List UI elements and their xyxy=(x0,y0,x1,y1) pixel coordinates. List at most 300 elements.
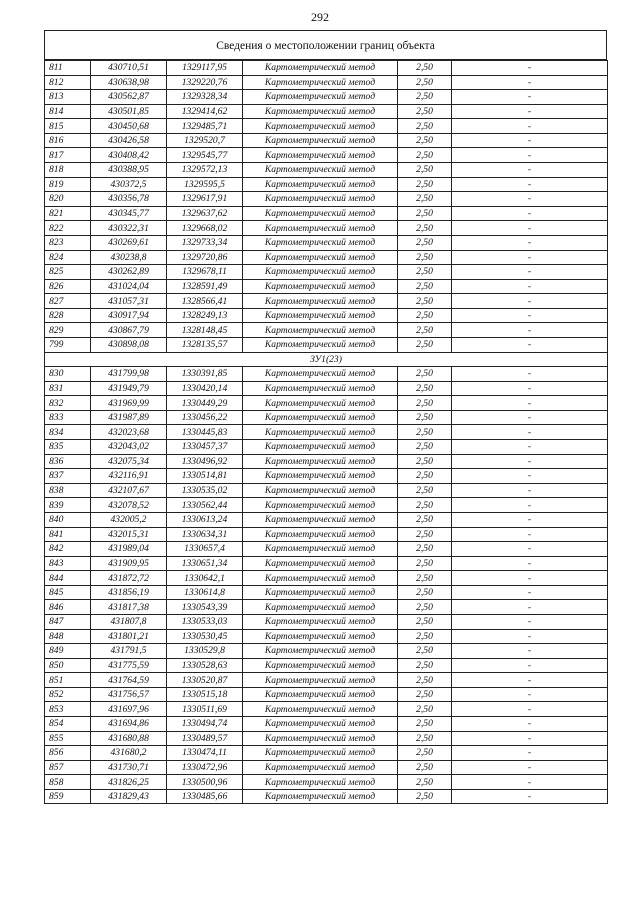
point-number: 838 xyxy=(45,483,91,498)
point-number: 830 xyxy=(45,367,91,382)
coordinate-x: 431057,31 xyxy=(91,294,167,309)
accuracy-cell: 2,50 xyxy=(398,702,452,717)
extra-cell: - xyxy=(452,337,608,352)
point-number: 837 xyxy=(45,469,91,484)
coordinate-x: 432075,34 xyxy=(91,454,167,469)
extra-cell: - xyxy=(452,192,608,207)
table-row xyxy=(45,337,608,352)
table-row xyxy=(45,396,608,411)
coordinate-x: 431872,72 xyxy=(91,571,167,586)
method-cell: Картометрический метод xyxy=(243,775,398,790)
point-number: 799 xyxy=(45,337,91,352)
extra-cell: - xyxy=(452,571,608,586)
coordinate-y: 1329637,62 xyxy=(167,206,243,221)
point-number: 833 xyxy=(45,410,91,425)
coordinate-y: 1329720,86 xyxy=(167,250,243,265)
table-row xyxy=(45,585,608,600)
coordinates-table xyxy=(44,60,608,804)
point-number: 821 xyxy=(45,206,91,221)
table-row xyxy=(45,454,608,469)
extra-cell: - xyxy=(452,760,608,775)
accuracy-cell: 2,50 xyxy=(398,644,452,659)
accuracy-cell: 2,50 xyxy=(398,614,452,629)
coordinate-y: 1329668,02 xyxy=(167,221,243,236)
method-cell: Картометрический метод xyxy=(243,163,398,178)
method-cell: Картометрический метод xyxy=(243,760,398,775)
point-number: 834 xyxy=(45,425,91,440)
method-cell: Картометрический метод xyxy=(243,177,398,192)
method-cell: Картометрический метод xyxy=(243,235,398,250)
accuracy-cell: 2,50 xyxy=(398,192,452,207)
extra-cell: - xyxy=(452,600,608,615)
point-number: 849 xyxy=(45,644,91,659)
extra-cell: - xyxy=(452,279,608,294)
extra-cell: - xyxy=(452,556,608,571)
extra-cell: - xyxy=(452,717,608,732)
method-cell: Картометрический метод xyxy=(243,337,398,352)
accuracy-cell: 2,50 xyxy=(398,410,452,425)
point-number: 817 xyxy=(45,148,91,163)
point-number: 815 xyxy=(45,119,91,134)
method-cell: Картометрический метод xyxy=(243,206,398,221)
table-row xyxy=(45,410,608,425)
coordinate-y: 1329220,76 xyxy=(167,75,243,90)
method-cell: Картометрический метод xyxy=(243,440,398,455)
extra-cell: - xyxy=(452,746,608,761)
point-number: 856 xyxy=(45,746,91,761)
table-row xyxy=(45,104,608,119)
coordinate-x: 431730,71 xyxy=(91,760,167,775)
coordinate-y: 1330562,44 xyxy=(167,498,243,513)
extra-cell: - xyxy=(452,177,608,192)
coordinate-x: 430867,79 xyxy=(91,323,167,338)
extra-cell: - xyxy=(452,148,608,163)
coordinate-y: 1330496,92 xyxy=(167,454,243,469)
extra-cell: - xyxy=(452,498,608,513)
method-cell: Картометрический метод xyxy=(243,469,398,484)
coordinate-x: 431807,8 xyxy=(91,614,167,629)
coordinate-y: 1330489,57 xyxy=(167,731,243,746)
point-number: 839 xyxy=(45,498,91,513)
table-row xyxy=(45,177,608,192)
point-number: 820 xyxy=(45,192,91,207)
accuracy-cell: 2,50 xyxy=(398,527,452,542)
coordinate-y: 1329414,62 xyxy=(167,104,243,119)
point-number: 851 xyxy=(45,673,91,688)
coordinate-y: 1330614,8 xyxy=(167,585,243,600)
extra-cell: - xyxy=(452,454,608,469)
coordinate-y: 1330533,03 xyxy=(167,614,243,629)
extra-cell: - xyxy=(452,90,608,105)
coordinate-x: 431024,04 xyxy=(91,279,167,294)
coordinate-x: 432078,52 xyxy=(91,498,167,513)
coordinate-x: 430345,77 xyxy=(91,206,167,221)
coordinate-y: 1329572,13 xyxy=(167,163,243,178)
table-row xyxy=(45,265,608,280)
coordinate-y: 1330456,22 xyxy=(167,410,243,425)
coordinates-sheet xyxy=(44,30,607,804)
table-row xyxy=(45,644,608,659)
table-row xyxy=(45,119,608,134)
extra-cell: - xyxy=(452,658,608,673)
coordinate-y: 1328249,13 xyxy=(167,308,243,323)
method-cell: Картометрический метод xyxy=(243,323,398,338)
method-cell: Картометрический метод xyxy=(243,483,398,498)
coordinate-y: 1330511,69 xyxy=(167,702,243,717)
coordinate-y: 1330515,18 xyxy=(167,687,243,702)
point-number: 811 xyxy=(45,61,91,76)
coordinate-y: 1330514,81 xyxy=(167,469,243,484)
page-number: 292 xyxy=(311,10,329,24)
point-number: 850 xyxy=(45,658,91,673)
coordinate-y: 1330535,02 xyxy=(167,483,243,498)
method-cell: Картометрический метод xyxy=(243,498,398,513)
extra-cell: - xyxy=(452,644,608,659)
accuracy-cell: 2,50 xyxy=(398,717,452,732)
point-number: 832 xyxy=(45,396,91,411)
table-row xyxy=(45,542,608,557)
extra-cell: - xyxy=(452,163,608,178)
point-number: 852 xyxy=(45,687,91,702)
method-cell: Картометрический метод xyxy=(243,585,398,600)
method-cell: Картометрический метод xyxy=(243,717,398,732)
coordinate-x: 432023,68 xyxy=(91,425,167,440)
coordinate-y: 1330520,87 xyxy=(167,673,243,688)
extra-cell: - xyxy=(452,469,608,484)
accuracy-cell: 2,50 xyxy=(398,90,452,105)
extra-cell: - xyxy=(452,104,608,119)
accuracy-cell: 2,50 xyxy=(398,235,452,250)
table-row xyxy=(45,498,608,513)
extra-cell: - xyxy=(452,221,608,236)
table-row xyxy=(45,367,608,382)
table-row xyxy=(45,381,608,396)
point-number: 842 xyxy=(45,542,91,557)
coordinate-y: 1329733,34 xyxy=(167,235,243,250)
table-row xyxy=(45,702,608,717)
coordinate-x: 432015,31 xyxy=(91,527,167,542)
point-number: 848 xyxy=(45,629,91,644)
table-row xyxy=(45,717,608,732)
accuracy-cell: 2,50 xyxy=(398,658,452,673)
method-cell: Картометрический метод xyxy=(243,396,398,411)
table-row xyxy=(45,512,608,527)
accuracy-cell: 2,50 xyxy=(398,104,452,119)
coordinate-x: 432005,2 xyxy=(91,512,167,527)
point-number: 822 xyxy=(45,221,91,236)
table-body-part-2 xyxy=(45,367,608,804)
method-cell: Картометрический метод xyxy=(243,571,398,586)
accuracy-cell: 2,50 xyxy=(398,469,452,484)
table-row xyxy=(45,483,608,498)
point-number: 835 xyxy=(45,440,91,455)
coordinate-y: 1329545,77 xyxy=(167,148,243,163)
coordinate-x: 431680,2 xyxy=(91,746,167,761)
coordinate-x: 430426,58 xyxy=(91,133,167,148)
table-row xyxy=(45,469,608,484)
method-cell: Картометрический метод xyxy=(243,614,398,629)
method-cell: Картометрический метод xyxy=(243,512,398,527)
method-cell: Картометрический метод xyxy=(243,61,398,76)
extra-cell: - xyxy=(452,133,608,148)
coordinate-y: 1330657,4 xyxy=(167,542,243,557)
method-cell: Картометрический метод xyxy=(243,90,398,105)
extra-cell: - xyxy=(452,381,608,396)
method-cell: Картометрический метод xyxy=(243,133,398,148)
coordinate-y: 1330485,66 xyxy=(167,789,243,804)
point-number: 829 xyxy=(45,323,91,338)
coordinate-y: 1330651,34 xyxy=(167,556,243,571)
coordinate-y: 1330445,83 xyxy=(167,425,243,440)
coordinate-x: 431969,99 xyxy=(91,396,167,411)
method-cell: Картометрический метод xyxy=(243,687,398,702)
table-row xyxy=(45,614,608,629)
coordinate-y: 1330457,37 xyxy=(167,440,243,455)
section-row xyxy=(45,352,608,367)
coordinate-y: 1330530,45 xyxy=(167,629,243,644)
table-row xyxy=(45,279,608,294)
point-number: 841 xyxy=(45,527,91,542)
coordinate-x: 432116,91 xyxy=(91,469,167,484)
method-cell: Картометрический метод xyxy=(243,308,398,323)
point-number: 825 xyxy=(45,265,91,280)
coordinate-x: 431697,96 xyxy=(91,702,167,717)
coordinate-x: 431909,95 xyxy=(91,556,167,571)
method-cell: Картометрический метод xyxy=(243,542,398,557)
extra-cell: - xyxy=(452,323,608,338)
method-cell: Картометрический метод xyxy=(243,119,398,134)
coordinate-y: 1330391,85 xyxy=(167,367,243,382)
table-row xyxy=(45,775,608,790)
method-cell: Картометрический метод xyxy=(243,789,398,804)
method-cell: Картометрический метод xyxy=(243,367,398,382)
method-cell: Картометрический метод xyxy=(243,731,398,746)
coordinate-x: 430322,31 xyxy=(91,221,167,236)
accuracy-cell: 2,50 xyxy=(398,323,452,338)
method-cell: Картометрический метод xyxy=(243,104,398,119)
coordinate-x: 430356,78 xyxy=(91,192,167,207)
coordinate-y: 1330472,96 xyxy=(167,760,243,775)
method-cell: Картометрический метод xyxy=(243,294,398,309)
accuracy-cell: 2,50 xyxy=(398,367,452,382)
coordinate-x: 431987,89 xyxy=(91,410,167,425)
extra-cell: - xyxy=(452,250,608,265)
accuracy-cell: 2,50 xyxy=(398,119,452,134)
table-row xyxy=(45,571,608,586)
point-number: 853 xyxy=(45,702,91,717)
extra-cell: - xyxy=(452,731,608,746)
extra-cell: - xyxy=(452,614,608,629)
coordinate-x: 432043,02 xyxy=(91,440,167,455)
accuracy-cell: 2,50 xyxy=(398,731,452,746)
accuracy-cell: 2,50 xyxy=(398,221,452,236)
extra-cell: - xyxy=(452,206,608,221)
point-number: 814 xyxy=(45,104,91,119)
accuracy-cell: 2,50 xyxy=(398,250,452,265)
coordinate-x: 431764,59 xyxy=(91,673,167,688)
extra-cell: - xyxy=(452,367,608,382)
extra-cell: - xyxy=(452,410,608,425)
coordinate-x: 431791,5 xyxy=(91,644,167,659)
coordinate-y: 1330529,8 xyxy=(167,644,243,659)
method-cell: Картометрический метод xyxy=(243,381,398,396)
table-row xyxy=(45,308,608,323)
method-cell: Картометрический метод xyxy=(243,250,398,265)
table-row xyxy=(45,90,608,105)
extra-cell: - xyxy=(452,629,608,644)
coordinate-x: 431989,04 xyxy=(91,542,167,557)
extra-cell: - xyxy=(452,483,608,498)
accuracy-cell: 2,50 xyxy=(398,381,452,396)
coordinate-x: 430372,5 xyxy=(91,177,167,192)
method-cell: Картометрический метод xyxy=(243,148,398,163)
coordinate-y: 1330449,29 xyxy=(167,396,243,411)
table-row xyxy=(45,527,608,542)
extra-cell: - xyxy=(452,396,608,411)
method-cell: Картометрический метод xyxy=(243,75,398,90)
coordinate-x: 430917,94 xyxy=(91,308,167,323)
accuracy-cell: 2,50 xyxy=(398,571,452,586)
accuracy-cell: 2,50 xyxy=(398,440,452,455)
coordinate-x: 432107,67 xyxy=(91,483,167,498)
accuracy-cell: 2,50 xyxy=(398,556,452,571)
extra-cell: - xyxy=(452,585,608,600)
point-number: 858 xyxy=(45,775,91,790)
table-row xyxy=(45,221,608,236)
table-row xyxy=(45,133,608,148)
table-row xyxy=(45,440,608,455)
coordinate-y: 1330642,1 xyxy=(167,571,243,586)
point-number: 818 xyxy=(45,163,91,178)
table-row xyxy=(45,789,608,804)
extra-cell: - xyxy=(452,61,608,76)
method-cell: Картометрический метод xyxy=(243,746,398,761)
extra-cell: - xyxy=(452,702,608,717)
table-row xyxy=(45,673,608,688)
point-number: 819 xyxy=(45,177,91,192)
coordinate-y: 1329485,71 xyxy=(167,119,243,134)
accuracy-cell: 2,50 xyxy=(398,483,452,498)
coordinate-x: 430501,85 xyxy=(91,104,167,119)
coordinate-x: 430898,08 xyxy=(91,337,167,352)
table-body-part-1 xyxy=(45,61,608,353)
coordinate-x: 431949,79 xyxy=(91,381,167,396)
coordinate-x: 431826,25 xyxy=(91,775,167,790)
point-number: 843 xyxy=(45,556,91,571)
coordinate-x: 430262,89 xyxy=(91,265,167,280)
coordinate-x: 431801,21 xyxy=(91,629,167,644)
method-cell: Картометрический метод xyxy=(243,644,398,659)
coordinate-x: 430408,42 xyxy=(91,148,167,163)
accuracy-cell: 2,50 xyxy=(398,746,452,761)
accuracy-cell: 2,50 xyxy=(398,279,452,294)
accuracy-cell: 2,50 xyxy=(398,585,452,600)
table-row xyxy=(45,206,608,221)
extra-cell: - xyxy=(452,512,608,527)
table-row xyxy=(45,556,608,571)
section-label: ЗУ1(23) xyxy=(45,352,608,367)
coordinate-x: 430638,98 xyxy=(91,75,167,90)
coordinate-y: 1328135,57 xyxy=(167,337,243,352)
coordinate-x: 430710,51 xyxy=(91,61,167,76)
accuracy-cell: 2,50 xyxy=(398,337,452,352)
table-row xyxy=(45,250,608,265)
method-cell: Картометрический метод xyxy=(243,673,398,688)
point-number: 855 xyxy=(45,731,91,746)
coordinate-y: 1328566,41 xyxy=(167,294,243,309)
table-row xyxy=(45,192,608,207)
point-number: 844 xyxy=(45,571,91,586)
accuracy-cell: 2,50 xyxy=(398,542,452,557)
coordinate-y: 1329678,11 xyxy=(167,265,243,280)
coordinate-x: 431829,43 xyxy=(91,789,167,804)
accuracy-cell: 2,50 xyxy=(398,600,452,615)
coordinate-y: 1329328,34 xyxy=(167,90,243,105)
coordinate-x: 431799,98 xyxy=(91,367,167,382)
accuracy-cell: 2,50 xyxy=(398,425,452,440)
accuracy-cell: 2,50 xyxy=(398,760,452,775)
table-row xyxy=(45,163,608,178)
method-cell: Картометрический метод xyxy=(243,600,398,615)
accuracy-cell: 2,50 xyxy=(398,687,452,702)
point-number: 845 xyxy=(45,585,91,600)
table-row xyxy=(45,760,608,775)
method-cell: Картометрический метод xyxy=(243,221,398,236)
accuracy-cell: 2,50 xyxy=(398,133,452,148)
table-header: Сведения о местоположении границ объекта xyxy=(44,30,607,60)
method-cell: Картометрический метод xyxy=(243,556,398,571)
table-row xyxy=(45,687,608,702)
accuracy-cell: 2,50 xyxy=(398,498,452,513)
point-number: 828 xyxy=(45,308,91,323)
coordinate-x: 431856,19 xyxy=(91,585,167,600)
coordinate-y: 1330500,96 xyxy=(167,775,243,790)
accuracy-cell: 2,50 xyxy=(398,75,452,90)
accuracy-cell: 2,50 xyxy=(398,775,452,790)
extra-cell: - xyxy=(452,425,608,440)
extra-cell: - xyxy=(452,265,608,280)
point-number: 824 xyxy=(45,250,91,265)
coordinate-x: 430388,95 xyxy=(91,163,167,178)
extra-cell: - xyxy=(452,294,608,309)
method-cell: Картометрический метод xyxy=(243,454,398,469)
coordinate-y: 1330528,63 xyxy=(167,658,243,673)
coordinate-y: 1329117,95 xyxy=(167,61,243,76)
table-row xyxy=(45,235,608,250)
accuracy-cell: 2,50 xyxy=(398,206,452,221)
method-cell: Картометрический метод xyxy=(243,265,398,280)
point-number: 831 xyxy=(45,381,91,396)
method-cell: Картометрический метод xyxy=(243,702,398,717)
accuracy-cell: 2,50 xyxy=(398,308,452,323)
table-row xyxy=(45,658,608,673)
table-row xyxy=(45,746,608,761)
coordinate-x: 431680,88 xyxy=(91,731,167,746)
accuracy-cell: 2,50 xyxy=(398,673,452,688)
point-number: 847 xyxy=(45,614,91,629)
coordinate-y: 1330474,11 xyxy=(167,746,243,761)
table-row xyxy=(45,629,608,644)
coordinate-y: 1329595,5 xyxy=(167,177,243,192)
method-cell: Картометрический метод xyxy=(243,410,398,425)
point-number: 840 xyxy=(45,512,91,527)
method-cell: Картометрический метод xyxy=(243,629,398,644)
table-row xyxy=(45,148,608,163)
coordinate-x: 430450,68 xyxy=(91,119,167,134)
accuracy-cell: 2,50 xyxy=(398,61,452,76)
extra-cell: - xyxy=(452,542,608,557)
method-cell: Картометрический метод xyxy=(243,527,398,542)
